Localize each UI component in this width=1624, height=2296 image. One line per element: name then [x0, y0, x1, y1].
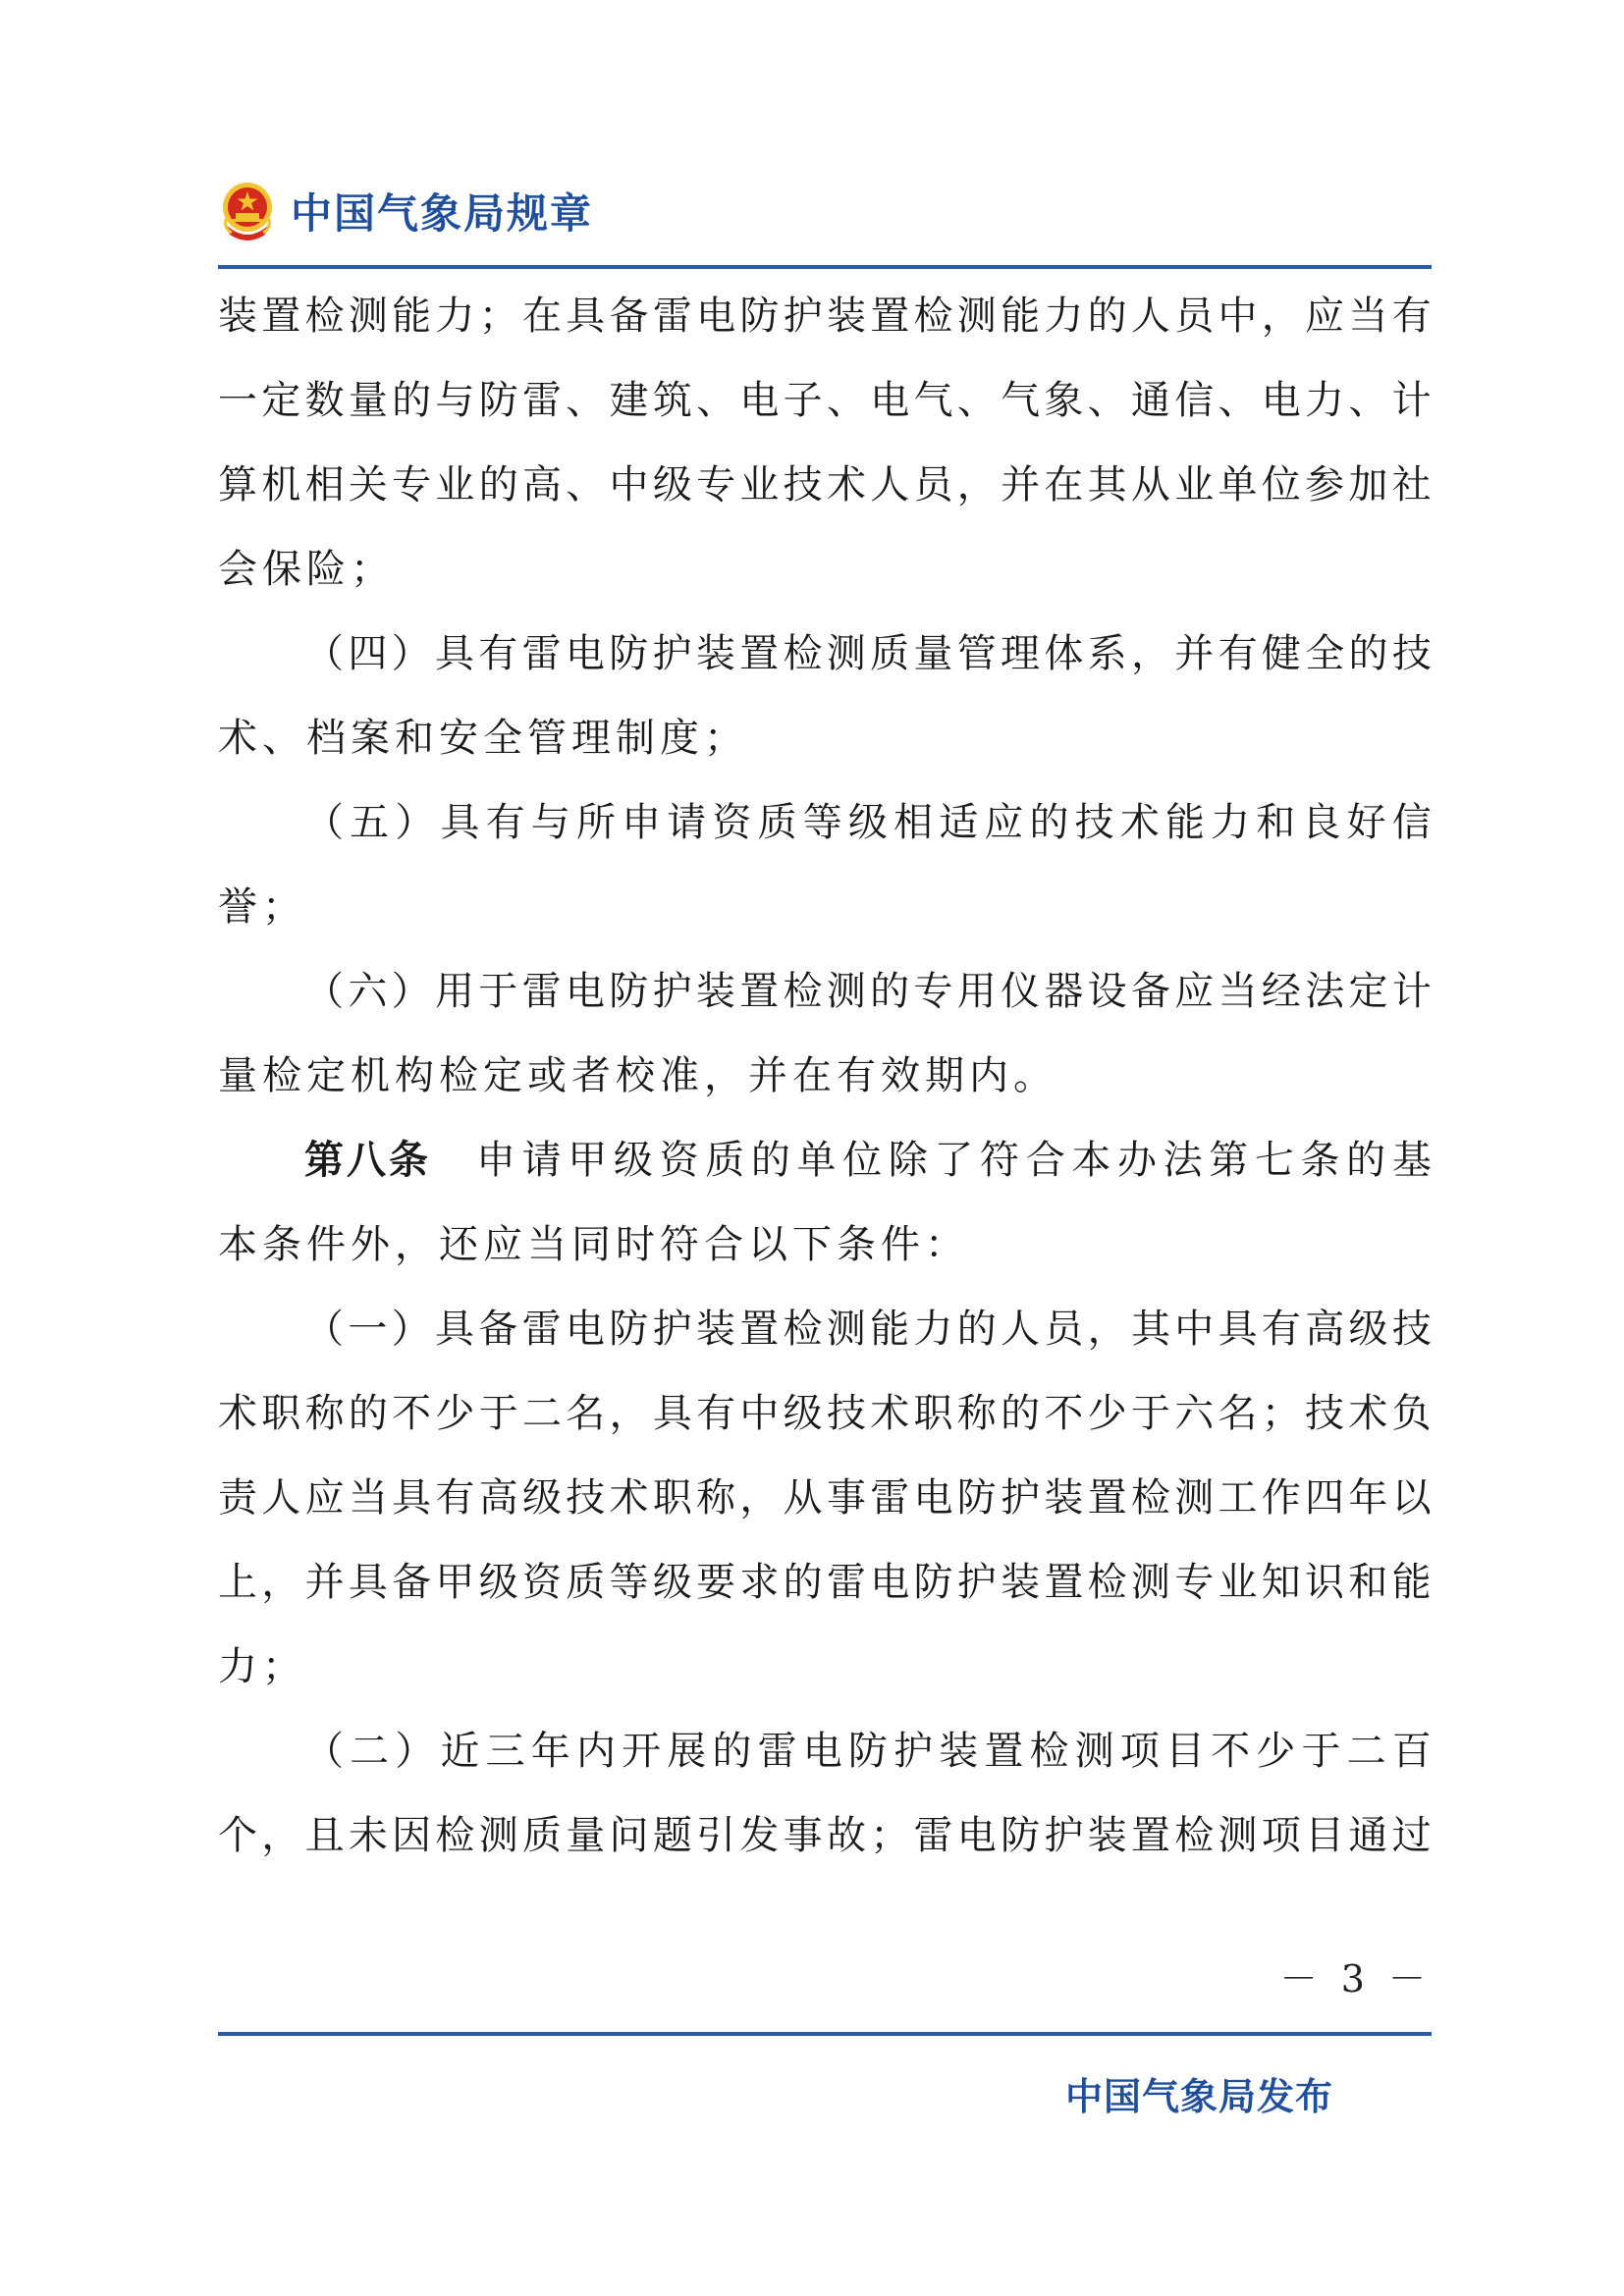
body-line: 个 ， 且 未 因 检 测 质 量 问 题 引 发 事 故 ； 雷 电 防 护 装 置 检 测 项 目 通 过 [218, 1813, 1432, 1858]
article-heading: 第八条 [304, 1138, 431, 1183]
body-line: 力； [218, 1644, 306, 1689]
article-8-text: 申 请 甲 级 资 质 的 单 位 除 了 符 合 本 办 法 第 七 条 的 基 [476, 1138, 1432, 1183]
header-divider [218, 265, 1432, 269]
body-line: 誉； [218, 884, 306, 930]
body-line: （ 一 ） 具 备 雷 电 防 护 装 置 检 测 能 力 的 人 员 ， 其 中 具 有 高 级 技 [304, 1307, 1432, 1352]
document-header [218, 177, 593, 245]
body-line: （ 四 ） 具 有 雷 电 防 护 装 置 检 测 质 量 管 理 体 系 ， 并 有 健 全 的 技 [304, 631, 1432, 676]
document-body [218, 274, 1432, 1878]
footer-publisher: 中国气象局发布 [1065, 2075, 1334, 2118]
body-line: 上 ， 并 具 备 甲 级 资 质 等 级 要 求 的 雷 电 防 护 装 置 检 测 专 业 知 识 和 能 [218, 1560, 1432, 1605]
body-line: 会保险； [218, 547, 395, 592]
footer-divider [218, 2032, 1432, 2036]
page-number: － 3 － [1279, 1957, 1432, 2001]
body-line: 责 人 应 当 具 有 高 级 技 术 职 称 ， 从 事 雷 电 防 护 装 置 检 测 工 作 四 年 以 [218, 1475, 1432, 1521]
body-line: 术 职 称 的 不 少 于 二 名 ， 具 有 中 级 技 术 职 称 的 不 少 于 六 名 ； 技 术 负 [218, 1391, 1432, 1436]
body-line: 术、档案和安全管理制度； [218, 716, 748, 761]
body-line: 量检定机构检定或者校准，并在有效期内。 [218, 1053, 1057, 1098]
body-line: （ 二 ） 近 三 年 内 开 展 的 雷 电 防 护 装 置 检 测 项 目 不 少 于 二 百 [304, 1729, 1432, 1774]
header-title: 中国气象局规章 [291, 189, 594, 238]
body-line: 算 机 相 关 专 业 的 高 、 中 级 专 业 技 术 人 员 ， 并 在 其 从 业 单 位 参 加 社 [218, 462, 1432, 507]
body-line: 本条件外，还应当同时符合以下条件： [218, 1222, 969, 1267]
body-line: （ 五 ） 具 有 与 所 申 请 资 质 等 级 相 适 应 的 技 术 能 力 和 良 好 信 [304, 800, 1432, 845]
national-emblem-icon [218, 180, 277, 242]
body-line: 装 置 检 测 能 力 ； 在 具 备 雷 电 防 护 装 置 检 测 能 力 的 人 员 中 ， 应 当 有 [218, 294, 1432, 339]
body-line: （ 六 ） 用 于 雷 电 防 护 装 置 检 测 的 专 用 仪 器 设 备 应 当 经 法 定 计 [304, 969, 1432, 1014]
article-8-first-line [218, 1118, 1432, 1202]
body-line: 一 定 数 量 的 与 防 雷 、 建 筑 、 电 子 、 电 气 、 气 象 、 通 信 、 电 力 、 计 [218, 378, 1432, 423]
